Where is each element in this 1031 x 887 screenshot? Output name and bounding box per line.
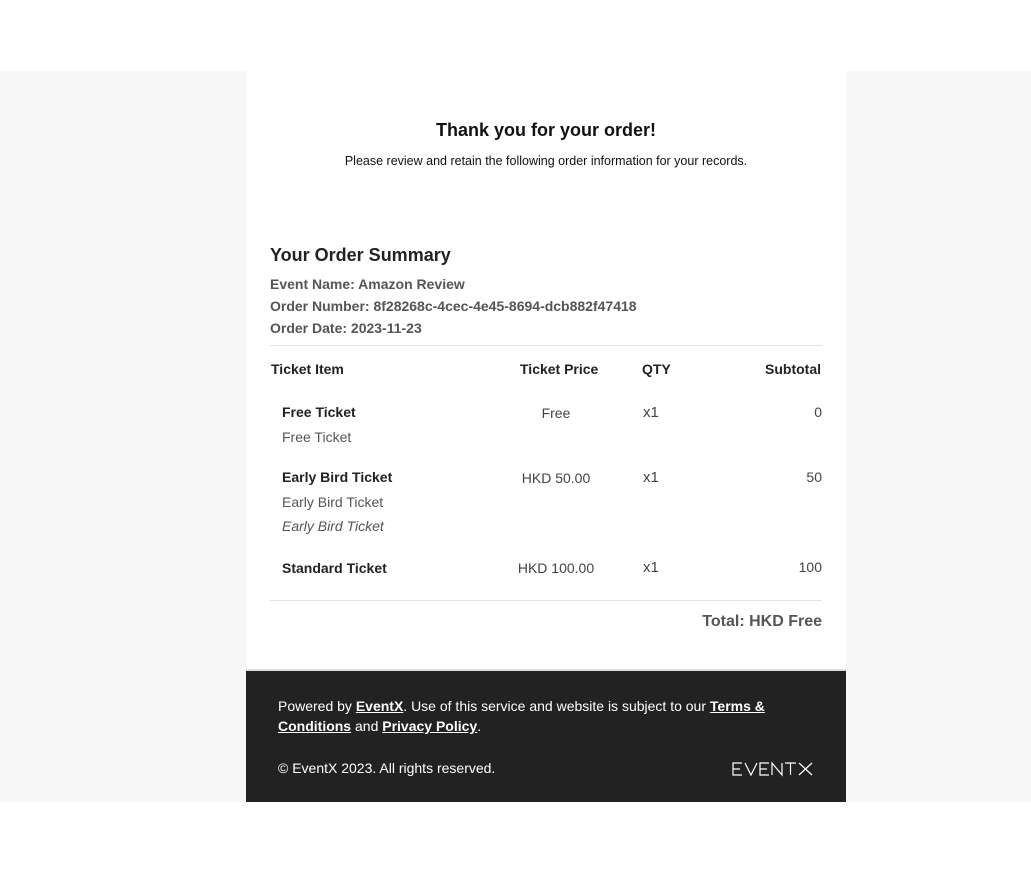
eventx-logo-icon [732,761,814,777]
terms-intro-text: . Use of this service and website is subject to our [403,698,710,714]
table-row-qty: x1 [643,469,659,486]
copyright-text: © EventX 2023. All rights reserved. [278,760,496,776]
and-text: and [351,718,383,734]
table-row-item-description: Free Ticket [282,429,352,445]
table-row-price: Free [541,405,571,421]
summary-divider [270,345,822,346]
email-footer [246,669,846,802]
table-row-item-name: Free Ticket [282,404,356,420]
table-row-qty: x1 [643,404,659,421]
period-text: . [477,718,482,734]
table-row-subtotal: 50 [806,469,822,485]
table-row-price: HKD 100.00 [517,560,595,576]
table-row-item-name: Standard Ticket [282,560,387,576]
column-header-ticket-price: Ticket Price [520,361,599,377]
total-divider [270,600,822,601]
table-row-qty: x1 [643,559,659,576]
terms-conditions-link[interactable]: Terms & Conditions [278,698,765,734]
table-row-price: HKD 50.00 [521,470,591,486]
footer-legal-text [278,696,778,736]
column-header-subtotal: Subtotal [765,361,821,377]
event-name: Event Name: Amazon Review [270,276,465,292]
order-summary [270,244,822,339]
order-date: Order Date: 2023-11-23 [270,320,422,336]
order-confirmation-email [246,71,846,802]
privacy-policy-link[interactable]: Privacy Policy [382,718,478,734]
powered-by-label: Powered by [278,698,356,714]
eventx-logo [732,761,814,782]
table-row-item-description: Early Bird Ticket [282,494,384,510]
order-summary-title: Your Order Summary [270,245,451,265]
column-header-ticket-item: Ticket Item [271,361,344,377]
thank-you-subtitle: Please review and retain the following order information for your records. [344,154,748,168]
order-number: Order Number: 8f28268c-4cec-4e45-8694-dcb882f47418 [270,298,637,314]
order-total: Total: HKD Free [702,613,822,630]
thank-you-heading: Thank you for your order! [435,120,657,140]
eventx-link[interactable]: EventX [355,698,404,714]
table-row-item-note: Early Bird Ticket [282,518,384,534]
column-header-qty: QTY [642,361,671,377]
table-row-subtotal: 0 [814,404,822,420]
table-row-subtotal: 100 [798,559,822,575]
table-row-item-name: Early Bird Ticket [282,469,393,485]
